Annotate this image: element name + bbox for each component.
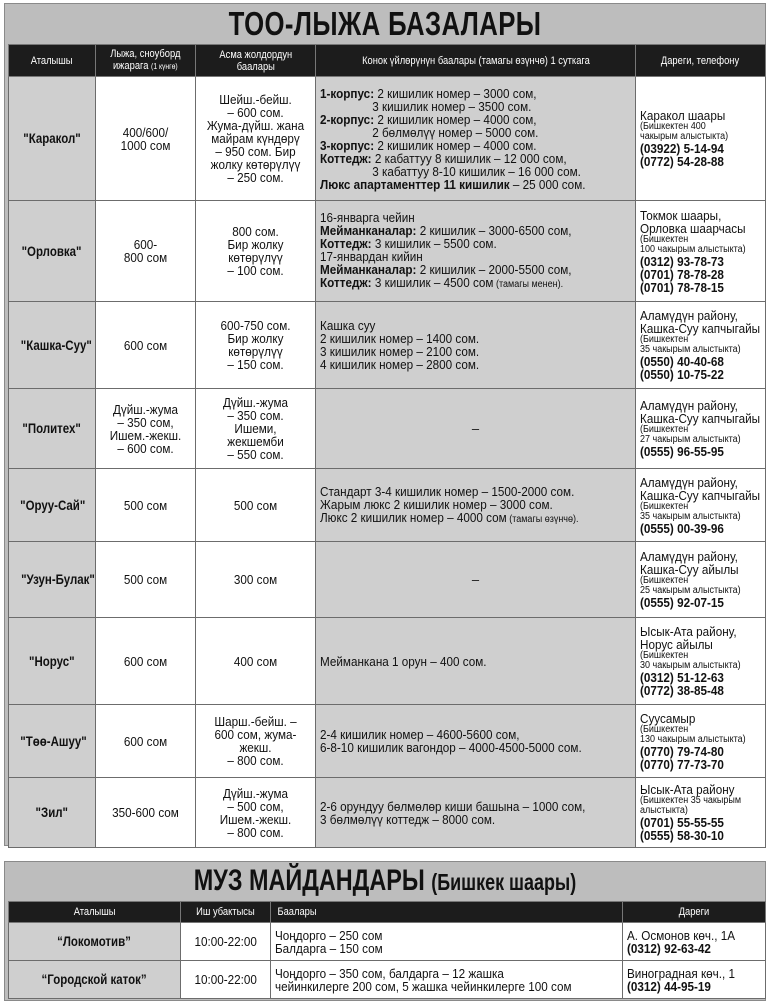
lift-price-line: – 500 сом, xyxy=(227,798,284,814)
lift-price-line: Жума-дүйш. жана xyxy=(206,118,305,133)
lodging-text: 2-4 кишилик номер – 4600-5600 сом, xyxy=(320,727,520,742)
lift-price-line: – 100 сом. xyxy=(227,263,284,278)
contact-distance: 35 чакырым алыстыкта) xyxy=(640,510,741,522)
contact-distance: чакырым алыстыкта) xyxy=(640,131,729,142)
contact-distance: 27 чакырым алыстыкта) xyxy=(640,434,741,445)
ski-bases-panel xyxy=(4,3,766,846)
rink-address: А. Осмонов көч., 1А xyxy=(627,927,736,943)
lift-price-cell xyxy=(196,302,316,389)
lift-price-line: Шейш.-бейш. xyxy=(219,92,292,107)
lodging-none: – xyxy=(471,572,480,587)
rink-name-cell xyxy=(9,961,181,999)
lift-price-line: Бир жолку xyxy=(227,331,284,346)
base-name: "Зил" xyxy=(35,804,69,820)
base-name-cell xyxy=(9,618,96,705)
phone-number: (0555) 96-55-95 xyxy=(640,444,724,459)
rink-address-cell xyxy=(623,961,766,999)
phone-number: (0701) 78-78-28 xyxy=(640,266,724,282)
contact-distance: (Бишкектен xyxy=(640,233,689,245)
rink-address-cell xyxy=(623,923,766,961)
ski-bases-table xyxy=(8,44,766,848)
contact-distance: (Бишкектен 35 чакырым xyxy=(640,795,742,806)
lodging-price-cell xyxy=(316,77,636,201)
phone-number: (0555) 92-07-15 xyxy=(640,595,724,610)
header-lift: Асма жолдордун баалары xyxy=(196,45,316,77)
rink-price-line: чейинкилерге 200 сом, 5 жашка чейинкилерге 100 сом xyxy=(275,978,572,994)
rental-price-line: Дүйш.-жума xyxy=(112,401,179,417)
contact-address: Каракол шаары xyxy=(640,108,726,123)
contact-cell xyxy=(636,469,766,542)
rental-price-line: – 600 сом. xyxy=(117,440,174,456)
contact-address: Кашка-Суу капчыгайы xyxy=(640,321,761,336)
lift-price-line: – 150 сом. xyxy=(227,357,284,372)
lift-price-cell xyxy=(196,201,316,302)
rink-name: “Локомотив” xyxy=(57,933,132,949)
ice-rinks-panel xyxy=(4,861,766,1001)
lodging-text: 3 бөлмөлүү коттедж – 8000 сом. xyxy=(320,811,496,827)
lodging-price-cell xyxy=(316,389,636,469)
lodging-line xyxy=(320,276,600,291)
ice-header-hours: Иш убактысы xyxy=(181,902,271,923)
lodging-note: (тамагы менен). xyxy=(493,279,564,290)
lift-price-line: жекшемби xyxy=(227,434,284,449)
phone-number: (0701) 55-55-55 xyxy=(640,815,724,830)
ice-title-main: МУЗ МАЙДАНДАРЫ xyxy=(193,864,425,897)
ski-base-row xyxy=(9,389,766,469)
base-name-cell xyxy=(9,201,96,302)
lift-price-line: 600-750 сом. xyxy=(220,318,291,333)
contact-cell xyxy=(636,77,766,201)
lodging-label: Мейманканалар: xyxy=(320,262,417,277)
base-name: "Орловка" xyxy=(22,242,82,259)
lodging-none: – xyxy=(471,421,480,436)
contact-address: Кашка-Суу капчыгайы xyxy=(640,411,761,426)
base-name-cell xyxy=(9,778,96,848)
base-name: "Каракол" xyxy=(23,130,81,146)
base-name-cell xyxy=(9,302,96,389)
ice-header-address: Дареги xyxy=(623,902,766,923)
lodging-line xyxy=(320,178,600,191)
lodging-price-cell xyxy=(316,542,636,618)
lift-price-cell xyxy=(196,705,316,778)
lodging-label: Коттедж: xyxy=(320,236,372,251)
ice-rinks-table xyxy=(8,901,766,999)
contact-cell xyxy=(636,778,766,848)
phone-number: (0312) 93-78-73 xyxy=(640,253,724,269)
lodging-price-cell xyxy=(316,705,636,778)
contact-distance: (Бишкектен xyxy=(640,650,689,661)
lift-price-line: 600 сом, жума- xyxy=(214,727,297,742)
ski-base-row xyxy=(9,469,766,542)
lodging-text: 2 кишилик – 3000-6500 сом, xyxy=(416,223,572,238)
contact-address: Кашка-Суу айылы xyxy=(640,562,739,577)
base-name: "Оруу-Сай" xyxy=(20,496,86,513)
lift-price-line: көтөрүлүү xyxy=(228,344,283,359)
contact-distance: 30 чакырым алыстыкта) xyxy=(640,660,741,671)
ski-base-row xyxy=(9,778,766,848)
contact-cell xyxy=(636,705,766,778)
contact-distance: 130 чакырым алыстыкта) xyxy=(640,733,746,745)
lodging-price-cell xyxy=(316,201,636,302)
lodging-text: 17-январдан кийин xyxy=(320,249,423,264)
ice-title-sub: (Бишкек шаары) xyxy=(431,869,577,895)
lodging-text: Кашка суу xyxy=(320,318,376,333)
contact-distance: 25 чакырым алыстыкта) xyxy=(640,585,741,596)
rental-price-line: Ишем.-жекш. xyxy=(109,427,182,443)
lodging-line xyxy=(320,741,600,754)
rental-price-line: 500 сом xyxy=(123,497,168,513)
lift-price-line: – 550 сом. xyxy=(227,447,284,462)
phone-number: (0550) 10-75-22 xyxy=(640,367,724,382)
contact-address: Ысык-Ата району, xyxy=(640,624,737,639)
lift-price-line: – 950 сом. Бир xyxy=(215,144,296,159)
lodging-label: Мейманканалар: xyxy=(320,223,417,238)
ice-rinks-title xyxy=(89,862,682,900)
lift-price-line: Шарш.-бейш. – xyxy=(214,714,297,729)
contact-cell xyxy=(636,201,766,302)
header-rental: Лыжа, сноуборд ижарага (1 күнгө) xyxy=(96,45,196,77)
lodging-price-cell xyxy=(316,778,636,848)
lift-price-cell xyxy=(196,778,316,848)
lodging-label: Коттедж: xyxy=(320,150,372,166)
lodging-text: 16-январга чейин xyxy=(320,210,415,225)
lodging-price-cell xyxy=(316,618,636,705)
rink-phone: (0312) 92-63-42 xyxy=(627,940,711,956)
contact-distance: (Бишкектен xyxy=(640,424,689,435)
ski-base-row xyxy=(9,618,766,705)
lodging-text: 2 кишилик номер – 4000 сом, xyxy=(374,111,537,127)
lodging-text: 3 кишилик номер – 2100 сом. xyxy=(320,344,480,359)
base-name: "Политех" xyxy=(22,420,82,436)
rink-hours-cell xyxy=(181,961,271,999)
ski-base-row xyxy=(9,705,766,778)
rink-address: Виноградная көч., 1 xyxy=(627,965,735,981)
rink-name: “Городской каток” xyxy=(41,971,148,987)
lift-price-line: – 600 сом. xyxy=(227,105,284,120)
header-name: Аталышы xyxy=(9,45,96,77)
ski-header-row xyxy=(9,45,766,77)
lodging-line xyxy=(320,655,600,668)
rental-price-line: 600 сом xyxy=(123,653,168,669)
lodging-text: 3 кишилик – 4500 сом xyxy=(371,275,494,290)
rental-price-cell xyxy=(96,389,196,469)
ski-base-row xyxy=(9,542,766,618)
rink-price-line: Балдарга – 150 сом xyxy=(275,940,383,956)
lodging-price-cell xyxy=(316,302,636,389)
contact-cell xyxy=(636,302,766,389)
lift-price-line: 800 сом. xyxy=(232,224,279,239)
ice-rink-row xyxy=(9,923,766,961)
rental-price-cell xyxy=(96,302,196,389)
rink-name-cell xyxy=(9,923,181,961)
contact-address: Норус айылы xyxy=(640,637,713,652)
rental-price-line: 600 сом xyxy=(123,733,168,749)
lodging-price-cell xyxy=(316,469,636,542)
lift-price-line: 400 сом xyxy=(233,653,278,669)
ice-header-name: Аталышы xyxy=(9,902,181,923)
rental-price-cell xyxy=(96,201,196,302)
contact-address: Орловка шаарчасы xyxy=(640,220,746,236)
lift-price-line: 500 сом xyxy=(233,497,278,513)
ice-header-row xyxy=(9,902,766,923)
contact-address: Аламүдүн району, xyxy=(640,549,738,564)
ski-base-row xyxy=(9,302,766,389)
phone-number: (0550) 40-40-68 xyxy=(640,354,724,369)
contact-address: Аламүдүн району, xyxy=(640,308,738,323)
base-name-cell xyxy=(9,705,96,778)
contact-distance: (Бишкектен 400 xyxy=(640,121,706,132)
ski-base-row xyxy=(9,201,766,302)
header-contact: Дареги, телефону xyxy=(636,45,766,77)
lodging-line xyxy=(320,358,600,371)
lodging-text: Люкс 2 кишилик номер – 4000 сом xyxy=(320,509,507,525)
contact-address: Ысык-Ата району xyxy=(640,782,735,797)
rental-price-line: 350-600 сом xyxy=(112,805,179,820)
contact-address: Аламүдүн району, xyxy=(640,474,738,490)
phone-number: (0772) 54-28-88 xyxy=(640,154,724,169)
rink-price-line: Чоңдорго – 250 сом xyxy=(275,927,383,943)
lift-price-line: көтөрүлүү xyxy=(228,250,283,265)
lodging-text: 3 кишилик номер – 3500 сом. xyxy=(372,98,532,114)
lift-price-line: – 350 сом. xyxy=(227,408,284,423)
phone-number: (03922) 5-14-94 xyxy=(640,141,724,156)
lodging-text: Жарым люкс 2 кишилик номер – 3000 сом. xyxy=(320,496,553,512)
lodging-text: 4 кишилик номер – 2800 сом. xyxy=(320,357,480,372)
lift-price-line: – 800 сом. xyxy=(227,824,284,840)
lodging-label: 2-корпус: xyxy=(320,111,375,127)
lift-price-cell xyxy=(196,389,316,469)
lodging-text: 2 бөлмөлүү номер – 5000 сом. xyxy=(372,124,539,140)
base-name-cell xyxy=(9,389,96,469)
contact-distance: (Бишкектен xyxy=(640,575,689,586)
phone-number: (0701) 78-78-15 xyxy=(640,279,724,295)
header-lodging: Конок үйлөрүнүн баалары (тамагы өзүнчө) 1 суткага xyxy=(316,45,636,77)
lodging-text: 2-6 орундуу бөлмөлөр киши башына – 1000 сом, xyxy=(320,798,586,814)
lodging-text: Стандарт 3-4 кишилик номер – 1500-2000 сом. xyxy=(320,483,575,499)
lodging-label: 3-корпус: xyxy=(320,137,375,153)
phone-number: (0770) 77-73-70 xyxy=(640,756,724,772)
lift-price-line: жекш. xyxy=(239,740,272,755)
rental-price-line: 600- xyxy=(133,237,158,252)
base-name-cell xyxy=(9,469,96,542)
contact-address: Суусамыр xyxy=(640,710,696,726)
lift-price-line: Дүйш.-жума xyxy=(222,785,289,801)
rink-prices-cell xyxy=(271,961,623,999)
rental-price-cell xyxy=(96,705,196,778)
rental-price-line: 400/600/ xyxy=(122,124,169,140)
lodging-text: – 25 000 сом. xyxy=(509,176,586,192)
lodging-text: Мейманкана 1 орун – 400 сом. xyxy=(320,653,487,669)
contact-cell xyxy=(636,389,766,469)
contact-cell xyxy=(636,618,766,705)
lift-price-cell xyxy=(196,618,316,705)
contact-distance: (Бишкектен xyxy=(640,500,689,512)
base-name: "Кашка-Суу" xyxy=(20,336,92,353)
rental-price-cell xyxy=(96,542,196,618)
rink-hours-cell xyxy=(181,923,271,961)
ice-rink-row xyxy=(9,961,766,999)
lift-price-cell xyxy=(196,77,316,201)
phone-number: (0770) 79-74-80 xyxy=(640,743,724,759)
lift-price-cell xyxy=(196,542,316,618)
rental-price-line: 500 сом xyxy=(123,572,168,587)
phone-number: (0555) 58-30-10 xyxy=(640,828,724,843)
lift-price-cell xyxy=(196,469,316,542)
lift-price-line: майрам күндөрү xyxy=(211,131,300,146)
lodging-line xyxy=(320,511,600,526)
contact-distance: (Бишкектен xyxy=(640,723,689,735)
contact-distance: 35 чакырым алыстыкта) xyxy=(640,344,741,355)
base-name-cell xyxy=(9,542,96,618)
contact-address: Аламүдүн району, xyxy=(640,398,738,413)
base-name: "Төө-Ашуу" xyxy=(20,732,87,749)
rental-price-line: 800 сом xyxy=(123,250,168,265)
lift-price-line: Ишеми, xyxy=(234,421,277,436)
ski-bases-title: ТОО-ЛЫЖА БАЗАЛАРЫ xyxy=(228,5,542,42)
contact-cell xyxy=(636,542,766,618)
rink-prices-cell xyxy=(271,923,623,961)
rental-price-line: – 350 сом, xyxy=(117,414,174,430)
lodging-text: 2 кишилик – 2000-5500 сом, xyxy=(416,262,572,277)
lift-price-line: Дүйш.-жума xyxy=(222,395,289,410)
lift-price-line: – 250 сом. xyxy=(227,170,284,185)
contact-address: Кашка-Суу капчыгайы xyxy=(640,487,761,503)
contact-distance: алыстыкта) xyxy=(640,805,688,816)
lodging-text: 2 кишилик номер – 1400 сом. xyxy=(320,331,480,346)
rental-price-cell xyxy=(96,618,196,705)
rental-price-line: 1000 сом xyxy=(120,137,171,153)
rental-price-cell xyxy=(96,469,196,542)
lodging-line xyxy=(320,813,600,826)
base-name: "Норус" xyxy=(29,652,75,669)
lodging-text: 3 кабаттуу 8-10 кишилик – 16 000 сом. xyxy=(372,163,581,179)
lodging-label: Люкс апартаменттер 11 кишилик xyxy=(320,176,510,192)
lodging-label: Коттедж: xyxy=(320,275,372,290)
rink-hours: 10:00-22:00 xyxy=(194,934,257,949)
contact-distance: 100 чакырым алыстыкта) xyxy=(640,243,746,255)
lodging-text: 2 кишилик номер – 3000 сом, xyxy=(374,85,537,101)
base-name: "Узун-Булак" xyxy=(21,571,95,587)
contact-address: Токмок шаары, xyxy=(640,207,722,223)
lodging-text: 3 кишилик – 5500 сом. xyxy=(371,236,497,251)
phone-number: (0555) 00-39-96 xyxy=(640,520,724,536)
rental-price-cell xyxy=(96,778,196,848)
lift-price-line: Бир жолку xyxy=(227,237,284,252)
lodging-label: 1-корпус: xyxy=(320,85,375,101)
lift-price-line: жолку көтөрүлүү xyxy=(210,157,301,172)
contact-distance: (Бишкектен xyxy=(640,334,689,345)
base-name-cell xyxy=(9,77,96,201)
lodging-note: (тамагы өзүнчө). xyxy=(506,513,579,525)
lodging-text: 2 кабаттуу 8 кишилик – 12 000 сом, xyxy=(371,150,567,166)
lodging-text: 6-8-10 кишилик вагондор – 4000-4500-5000 сом. xyxy=(320,740,582,755)
lift-price-line: – 800 сом. xyxy=(227,753,284,768)
ski-base-row xyxy=(9,77,766,201)
lift-price-line: Ишем.-жекш. xyxy=(219,811,292,827)
rental-price-cell xyxy=(96,77,196,201)
rink-price-line: Чоңдорго – 350 сом, балдарга – 12 жашка xyxy=(275,965,504,981)
rink-phone: (0312) 44-95-19 xyxy=(627,978,711,994)
phone-number: (0312) 51-12-63 xyxy=(640,670,724,685)
ice-header-prices: Баалары xyxy=(271,902,623,923)
rental-price-line: 600 сом xyxy=(123,337,168,353)
phone-number: (0772) 38-85-48 xyxy=(640,683,724,698)
lift-price-line: 300 сом xyxy=(233,572,278,587)
rink-hours: 10:00-22:00 xyxy=(194,972,257,987)
lodging-text: 2 кишилик номер – 4000 сом. xyxy=(374,137,537,153)
